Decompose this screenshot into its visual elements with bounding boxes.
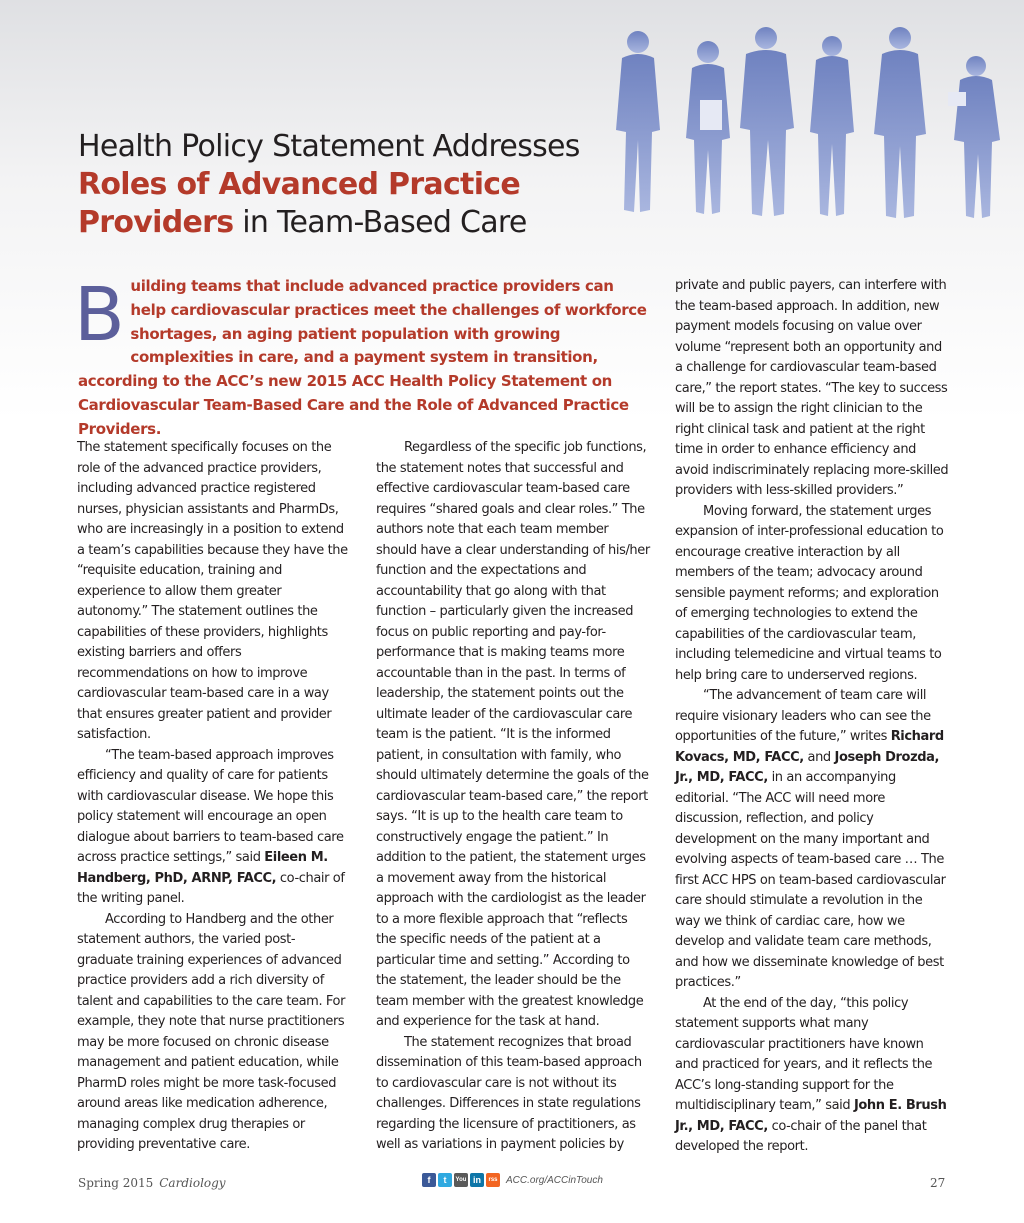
doctor-figure-3 bbox=[740, 27, 794, 216]
intro-paragraph bbox=[74, 272, 650, 442]
headline-line-1: Health Policy Statement Addresses bbox=[78, 129, 580, 164]
doctor-figure-5 bbox=[874, 27, 926, 218]
col1-paragraph-3: According to Handberg and the other statement authors, the varied post-graduate training experiences of advanced practice providers add a rich diversity of talent and capabilities to the care team. For example, they note that nurse practitioners may be more focused on chronic disease management and patient education, while PharmD roles might be more task-focused around areas like medication adherence, managing complex drug therapies or providing preventative care. bbox=[77, 911, 346, 1152]
youtube-icon[interactable]: You bbox=[454, 1173, 468, 1187]
footer-magazine: Cardiology bbox=[159, 1176, 226, 1190]
col1-paragraph-1: The statement specifically focuses on the role of the advanced practice providers, including advanced practice registered nurses, physician assistants and PharmDs, who are increasingly in a position to extend a team’s capabilities because they have the “requisite education, training and experience to allow them greater autonomy.” The statement outlines the capabilities of these providers, highlights existing barriers and offers recommendations on how to improve cardiovascular team-based care in a way that ensures greater patient and provider satisfaction. bbox=[77, 440, 348, 742]
col3-paragraph-1: private and public payers, can interfere with the team-based approach. In addition, new payment models focusing on value over volume “represent both an opportunity and a challenge for cardiovascular team-based care,” the report states. “The key to success will be to assign the right clinician to the right clinical task and patient at the right time in order to enhance efficiency and avoid indiscriminately replacing more-skilled providers with less-skilled providers.” bbox=[675, 278, 949, 498]
doctor-figure-4 bbox=[810, 36, 854, 216]
col2-paragraph-2: The statement recognizes that broad dissemination of this team-based approach to cardiovascular care is not without its challenges. Differences in state regulations regarding the licensure of practitioners, as well as variations in payment policies by bbox=[376, 1034, 642, 1152]
col3-p4-text-a: At the end of the day, “this policy statement supports what many cardiovascular practitioners have known and practiced for years, and it reflects the ACC’s long-standing support for the multidisciplinary team,” said bbox=[675, 995, 933, 1113]
col2-paragraph-1: Regardless of the specific job functions, the statement notes that successful and effective cardiovascular team-based care requires “shared goals and clear roles.” The authors note that each team member should have a clear understanding of his/her function and the expectations and accountability that go along with that function – particularly given the increased focus on public reporting and pay-for-performance that is making teams more accountable than in the past. In terms of leadership, the statement points out the ultimate leader of the cardiovascular care team is the patient. “It is the informed patient, in consultation with family, who should ultimately determine the goals of the cardiovascular team-based care,” the report says. “It is up to the health care team to constructively engage the patient.” In addition to the patient, the statement urges a movement away from the historical approach with the cardiologist as the leader to a more flexible approach that “reflects the specific needs of the patient at a particular time and setting.” According to the statement, the leader should be the team member with the greatest knowledge and experience for the task at hand. bbox=[376, 440, 650, 1029]
col1-p2-text-a: “The team-based approach improves efficiency and quality of care for patients with cardiovascular disease. We hope this policy statement will encourage an open dialogue about barriers to team-based care across practice settings,” said bbox=[77, 747, 344, 865]
headline-line-2: Roles of Advanced Practice bbox=[78, 167, 521, 202]
body-column-1 bbox=[77, 438, 351, 1156]
col3-paragraph-2: Moving forward, the statement urges expansion of inter-professional education to encourage creative interaction by all members of the team; advocacy around sensible payment reforms; and exploration of emerging technologies to extend the capabilities of the cardiovascular team, including telemedicine and virtual teams to help bring care to underserved regions. bbox=[675, 503, 944, 683]
col1-p2-text-b: co-chair of the writing panel. bbox=[77, 870, 345, 906]
col3-p4-name: John E. Brush Jr., MD, FACC, bbox=[675, 1098, 947, 1134]
col3-p4-text-b: co-chair of the panel that developed the report. bbox=[675, 1118, 927, 1154]
headline-line-3-red: Providers bbox=[78, 205, 234, 240]
linkedin-icon[interactable]: in bbox=[470, 1173, 484, 1187]
body-column-2 bbox=[376, 438, 650, 1156]
drop-cap: B bbox=[74, 272, 125, 358]
twitter-icon[interactable]: t bbox=[438, 1173, 452, 1187]
body-column-3 bbox=[675, 276, 949, 1158]
page-footer bbox=[0, 1170, 1024, 1200]
footer-issue bbox=[78, 1176, 226, 1190]
medical-team-illustration bbox=[608, 20, 1018, 222]
article-headline bbox=[78, 128, 638, 242]
col3-paragraph-3 bbox=[675, 686, 949, 994]
col1-p2-name: Eileen M. Handberg, PhD, ARNP, FACC, bbox=[77, 850, 328, 886]
doctor-figure-6 bbox=[948, 56, 1000, 218]
col3-p3-name-2: Joseph Drozda, Jr., MD, FACC, bbox=[675, 749, 940, 785]
facebook-icon[interactable]: f bbox=[422, 1173, 436, 1187]
footer-url-link[interactable]: ACC.org/ACCinTouch bbox=[506, 1174, 603, 1186]
headline-line-3 bbox=[78, 204, 638, 242]
headline-line-3-rest: in Team-Based Care bbox=[233, 205, 527, 240]
col3-p3-and: and bbox=[803, 749, 835, 765]
rss-icon[interactable]: rss bbox=[486, 1173, 500, 1187]
col1-paragraph-2 bbox=[77, 746, 351, 910]
col3-p3-text-b: in an accompanying editorial. “The ACC will need more discussion, reflection, and policy development on the many important and evolving aspects of team-based care … The first ACC HPS on team-based cardiovascular care should stimulate a revolution in the way we think of cardiac care, how we develop and validate team care methods, and how we disseminate knowledge of best practices.” bbox=[675, 770, 946, 990]
footer-social bbox=[422, 1173, 603, 1187]
footer-season: Spring 2015 bbox=[78, 1176, 154, 1190]
page-number: 27 bbox=[930, 1176, 946, 1190]
doctor-figure-1 bbox=[616, 31, 660, 212]
doctor-figure-2 bbox=[686, 41, 730, 214]
intro-text: uilding teams that include advanced practice providers can help cardiovascular practices meet the challenges of workforce shortages, an aging patient population with growing complexities in care, and a payment system in transition, according to the ACC’s new 2015 ACC Health Policy Statement on Cardiovascular Team-Based Care and the Role of Advanced Practice Providers. bbox=[78, 277, 647, 438]
col3-paragraph-4 bbox=[675, 994, 949, 1158]
col3-p3-name-1: Richard Kovacs, MD, FACC, bbox=[675, 729, 944, 765]
col3-p3-text-a: “The advancement of team care will require visionary leaders who can see the opportunities of the future,” writes bbox=[675, 688, 931, 744]
